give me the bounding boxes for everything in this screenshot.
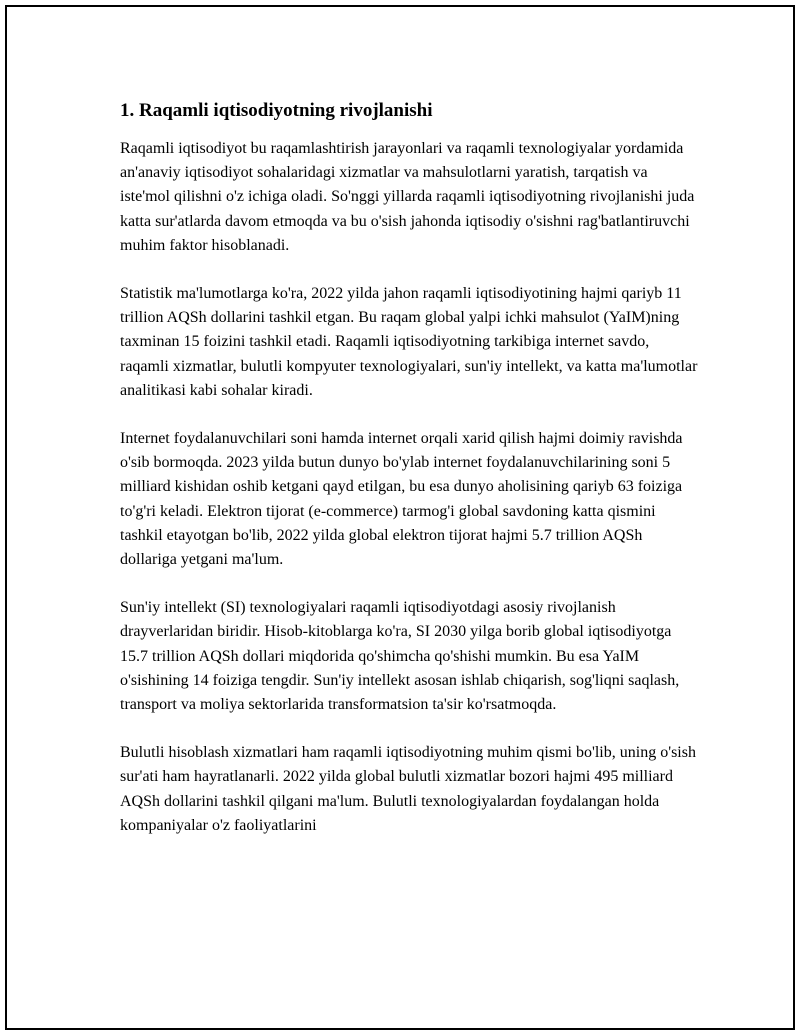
paragraph: Sun'iy intellekt (SI) texnologiyalari raqamli iqtisodiyotdagi asosiy rivojlanish drayverlaridan biridir. Hisob-kitoblarga ko'ra, SI 2030 yilga borib global iqtisodiyotga 15.7 trillion AQSh dollari miqdorida qo'shimcha qo'shishi mumkin. Bu esa YaIM o'sishining 14 foiziga tengdir. Sun'iy intellekt asosan ishlab chiqarish, sog'liqni saqlash, transport va moliya sektorlarida transformatsion ta'sir ko'rsatmoqda. — [120, 599, 680, 714]
page-frame — [5, 5, 795, 1030]
paragraph: Statistik ma'lumotlarga ko'ra, 2022 yilda jahon raqamli iqtisodiyotining hajmi qariyb 11 trillion AQSh dollarini tashkil etgan. Bu raqam global yalpi ichki mahsulot (YaIM)ning taxminan 15 foizini tashkil etadi. Raqamli iqtisodiyotning tarkibiga internet savdo, raqamli xizmatlar, bulutli kompyuter texnologiyalari, sun'iy intellekt, va katta ma'lumotlar analitikasi kabi sohalar kiradi. — [120, 285, 698, 399]
section-heading: 1. Raqamli iqtisodiyotning rivojlanishi — [120, 100, 433, 121]
paragraph: Bulutli hisoblash xizmatlari ham raqamli iqtisodiyotning muhim qismi bo'lib, uning o'sish sur'ati ham hayratlanarli. 2022 yilda global bulutli xizmatlar bozori hajmi 495 milliard AQSh dollarini tashkil qilgani ma'lum. Bulutli texnologiyalardan foydalangan holda kompaniyalar o'z faoliyatlarini — [120, 744, 696, 834]
paragraph: Raqamli iqtisodiyot bu raqamlashtirish jarayonlari va raqamli texnologiyalar yordamida an'anaviy iqtisodiyot sohalaridagi xizmatlar va mahsulotlarni yaratish, tarqatish va iste'mol qilishni o'z ichiga oladi. So'nggi yillarda raqamli iqtisodiyotning rivojlanishi juda katta sur'atlarda davom etmoqda va bu o'sish jahonda iqtisodiy o'sishni rag'batlantiruvchi muhim faktor hisoblanadi. — [120, 140, 695, 254]
document-body — [120, 99, 700, 862]
paragraph: Internet foydalanuvchilari soni hamda internet orqali xarid qilish hajmi doimiy ravishda o'sib bormoqda. 2023 yilda butun dunyo bo'ylab internet foydalanuvchilarining soni 5 milliard kishidan oshib ketgani qayd etilgan, bu esa dunyo aholisining qariyb 63 foiziga to'g'ri keladi. Elektron tijorat (e-commerce) tarmog'i global savdoning katta qismini tashkil etayotgan bo'lib, 2022 yilda global elektron tijorat hajmi 5.7 trillion AQSh dollariga yetgani ma'lum. — [120, 430, 683, 569]
